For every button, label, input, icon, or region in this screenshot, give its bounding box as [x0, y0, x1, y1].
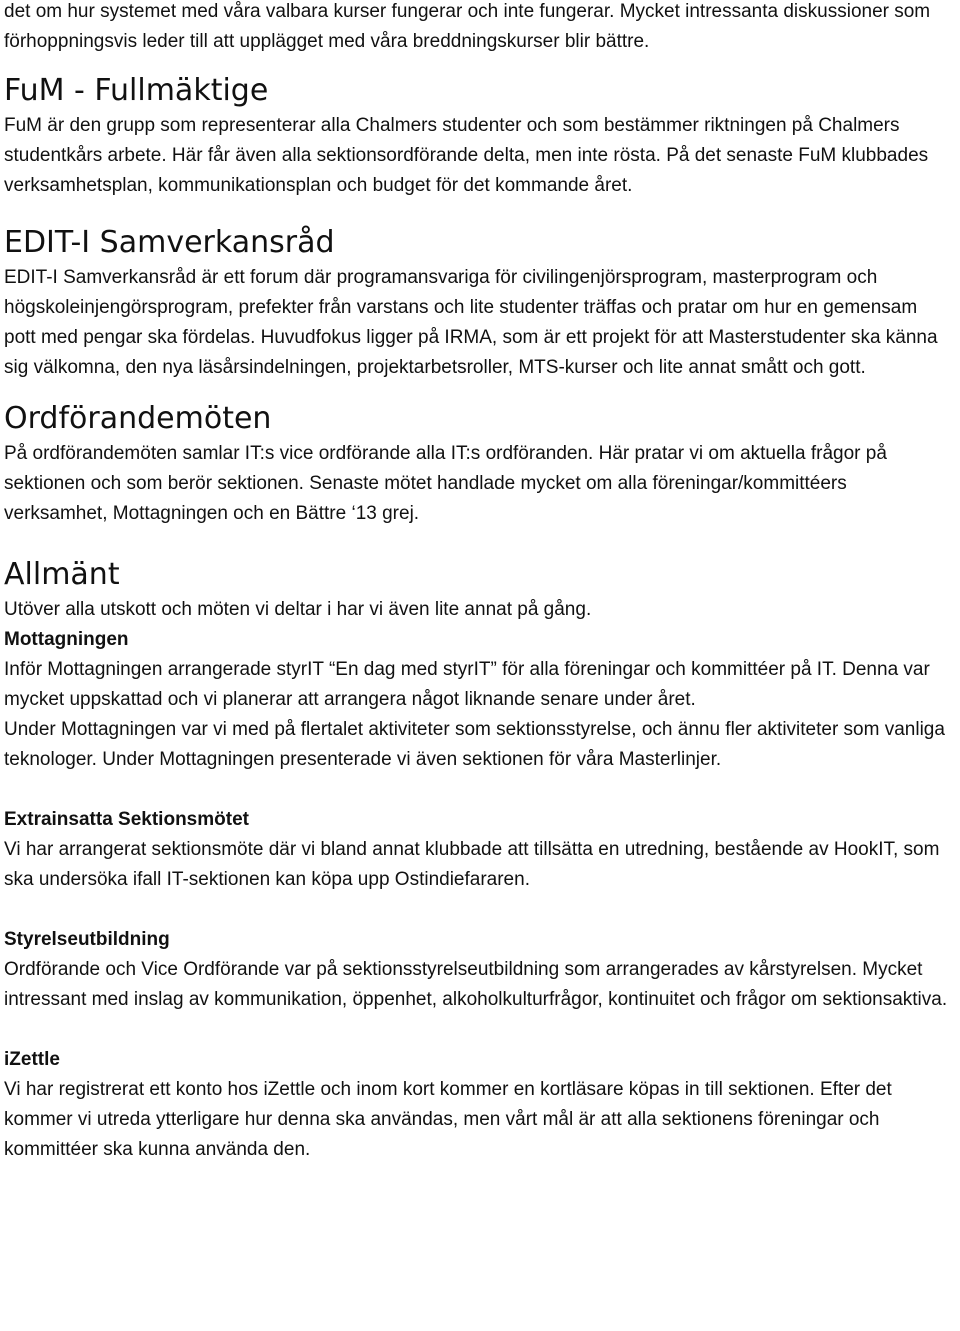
extrainsatta-heading: Extrainsatta Sektionsmötet	[4, 809, 249, 830]
ordforandemoten-paragraph: På ordförandemöten samlar IT:s vice ordförande alla IT:s ordföranden. Här pratar vi om aktuella frågor på sektionen och som berör sektionen. Senaste mötet handlade mycket om alla föreningar/kommittéers verksamhet, Mottagningen och en Bättre ‘13 grej.	[4, 443, 887, 524]
mottagningen-paragraph-2: Under Mottagningen var vi med på flertalet aktiviteter som sektionsstyrelse, och ännu fler aktiviteter som vanliga teknologer. Under Mottagningen presenterade vi även sektionen för våra Masterlinjer.	[4, 719, 945, 770]
izettle-paragraph: Vi har registrerat ett konto hos iZettle och inom kort kommer en kortläsare köpas in till sektionen. Efter det kommer vi utreda ytterligare hur denna ska användas, men vårt mål är att alla sektionens föreningar och kommittéer ska kunna använda den.	[4, 1079, 892, 1160]
allmant-heading: Allmänt	[4, 557, 120, 592]
document-page	[4, 0, 954, 1165]
mottagningen-paragraph-1: Inför Mottagningen arrangerade styrIT “En dag med styrIT” för alla föreningar och kommittéer på IT. Denna var mycket uppskattad och vi planerar att arrangera något liknande senare under året.	[4, 659, 930, 710]
allmant-paragraph: Utöver alla utskott och möten vi deltar i har vi även lite annat på gång.	[4, 599, 592, 620]
fum-heading: FuM - Fullmäktige	[4, 73, 269, 108]
fum-paragraph: FuM är den grupp som representerar alla Chalmers studenter och som bestämmer riktningen på Chalmers studentkårs arbete. Här får även alla sektionsordförande delta, men inte rösta. På det senaste FuM klubbades verksamhetsplan, kommunikationsplan och budget för det kommande året.	[4, 115, 929, 196]
edit-heading: EDIT-I Samverkansråd	[4, 225, 335, 260]
extrainsatta-paragraph: Vi har arrangerat sektionsmöte där vi bland annat klubbade att tillsätta en utredning, bestående av HookIT, som ska undersöka ifall IT-sektionen kan köpa upp Ostindiefararen.	[4, 839, 940, 890]
styrelseutbildning-heading: Styrelseutbildning	[4, 929, 170, 950]
intro-paragraph: det om hur systemet med våra valbara kurser fungerar och inte fungerar. Mycket intressanta diskussioner som förhoppningsvis leder till att upplägget med våra breddningskurser blir bättre.	[4, 1, 931, 52]
styrelseutbildning-paragraph: Ordförande och Vice Ordförande var på sektionsstyrelseutbildning som arrangerades av kårstyrelsen. Mycket intressant med inslag av kommunikation, öppenhet, alkoholkulturfrågor, kontinuitet och frågor om sektionsaktiva.	[4, 959, 948, 1010]
izettle-heading: iZettle	[4, 1049, 60, 1070]
ordforandemoten-heading: Ordförandemöten	[4, 401, 272, 436]
edit-paragraph: EDIT-I Samverkansråd är ett forum där programansvariga för civilingenjörsprogram, masterprogram och högskoleinjengörsprogram, prefekter från varstans och lite studenter träffas och pratar om hur en gemensam pott med pengar ska fördelas. Huvudfokus ligger på IRMA, som är ett projekt för att Masterstudenter ska känna sig välkomna, den nya läsårsindelningen, projektarbetsroller, MTS-kurser och lite annat smått och gott.	[4, 267, 938, 378]
mottagningen-heading: Mottagningen	[4, 629, 129, 650]
